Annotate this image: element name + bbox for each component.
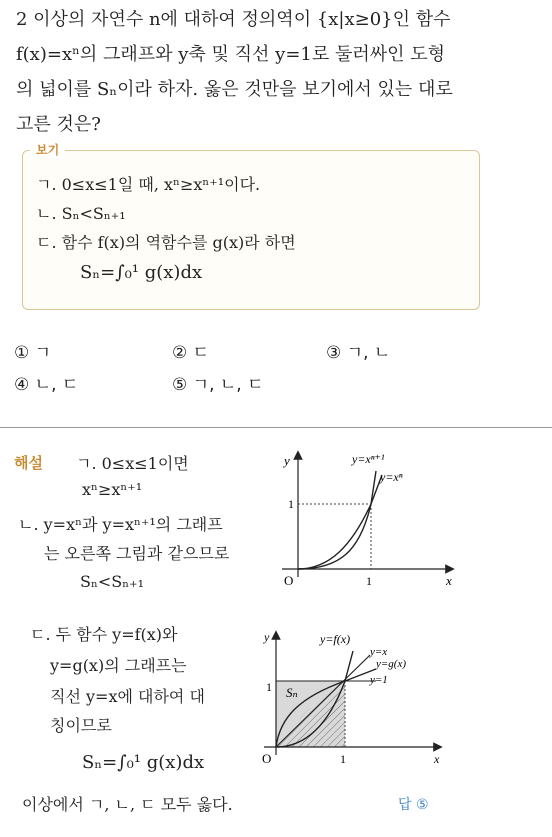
graph1-tick-y: 1 (288, 497, 294, 511)
bogi-item-g: ㄱ. 0≤x≤1일 때, xⁿ≥xⁿ⁺¹이다. (36, 175, 261, 194)
graph2-x-label: x (434, 752, 440, 766)
graph1-curve-xn (298, 475, 382, 569)
solution-conclusion: 이상에서 ㄱ, ㄴ, ㄷ 모두 옳다. (22, 795, 233, 814)
graph1-label-lower: y=xⁿ (380, 470, 403, 484)
graph2-label-f: y=f(x) (320, 632, 351, 646)
choice-1[interactable]: ① ㄱ (14, 343, 52, 363)
graph-2 (258, 625, 448, 773)
graph2-tick-y: 1 (266, 680, 272, 694)
graph1-origin: O (284, 573, 294, 588)
graph-1 (270, 445, 460, 593)
graph2-y-label: y (264, 630, 270, 644)
solution-g-line2: xⁿ≥xⁿ⁺¹ (82, 480, 143, 499)
choice-5[interactable]: ⑤ ㄱ, ㄴ, ㄷ (172, 375, 264, 395)
graph2-label-g: y=g(x) (376, 658, 407, 670)
solution-n-line1: ㄴ. y=xⁿ과 y=xⁿ⁺¹의 그래프 (18, 515, 223, 534)
bogi-formula: Sₙ=∫₀¹ g(x)dx (80, 262, 203, 283)
choice-2[interactable]: ② ㄷ (172, 343, 210, 363)
question-line-4: 고른 것은? (16, 114, 101, 135)
graph2-origin: O (262, 751, 272, 766)
solution-d-line3: 직선 y=x에 대하여 대 (50, 687, 205, 706)
solution-d-line2: y=g(x)의 그래프는 (50, 656, 187, 675)
solution-g-line1: ㄱ. 0≤x≤1이면 (76, 454, 189, 473)
bogi-item-d: ㄷ. 함수 f(x)의 역함수를 g(x)라 하면 (36, 233, 296, 252)
choice-3[interactable]: ③ ㄱ, ㄴ (326, 343, 391, 363)
solution-d-line4: 칭이므로 (50, 716, 112, 735)
bogi-item-n: ㄴ. Sₙ<Sₙ₊₁ (36, 204, 126, 223)
choice-4[interactable]: ④ ㄴ, ㄷ (14, 375, 79, 395)
solution-n-line3: Sₙ<Sₙ₊₁ (80, 572, 145, 591)
graph2-label-x: y=x (370, 646, 388, 658)
solution-label: 해설 (14, 454, 43, 472)
graph2-label-1: y=1 (370, 674, 388, 686)
graph1-label-upper: y=xⁿ⁺¹ (352, 452, 385, 466)
solution-d-formula: Sₙ=∫₀¹ g(x)dx (82, 752, 205, 773)
question-line-1: 2 이상의 자연수 n에 대하여 정의역이 {x|x≥0}인 함수 (16, 9, 451, 30)
bogi-label: 보기 (30, 141, 65, 158)
solution-d-line1: ㄷ. 두 함수 y=f(x)와 (30, 625, 178, 644)
graph1-x-label: x (446, 573, 452, 588)
graph2-region-label: Sₙ (286, 685, 298, 700)
question-line-3: 의 넓이를 Sₙ이라 하자. 옳은 것만을 보기에서 있는 대로 (16, 79, 453, 100)
graph1-tick-x: 1 (366, 574, 372, 588)
solution-n-line2: 는 오른쪽 그림과 같으므로 (44, 544, 230, 563)
graph2-tick-x: 1 (340, 752, 346, 766)
question-line-2: f(x)=xⁿ의 그래프와 y축 및 직선 y=1로 둘러싸인 도형 (16, 44, 446, 65)
section-divider (0, 427, 552, 428)
graph1-y-label: y (284, 453, 290, 468)
answer-badge: 답 ⑤ (398, 797, 429, 813)
